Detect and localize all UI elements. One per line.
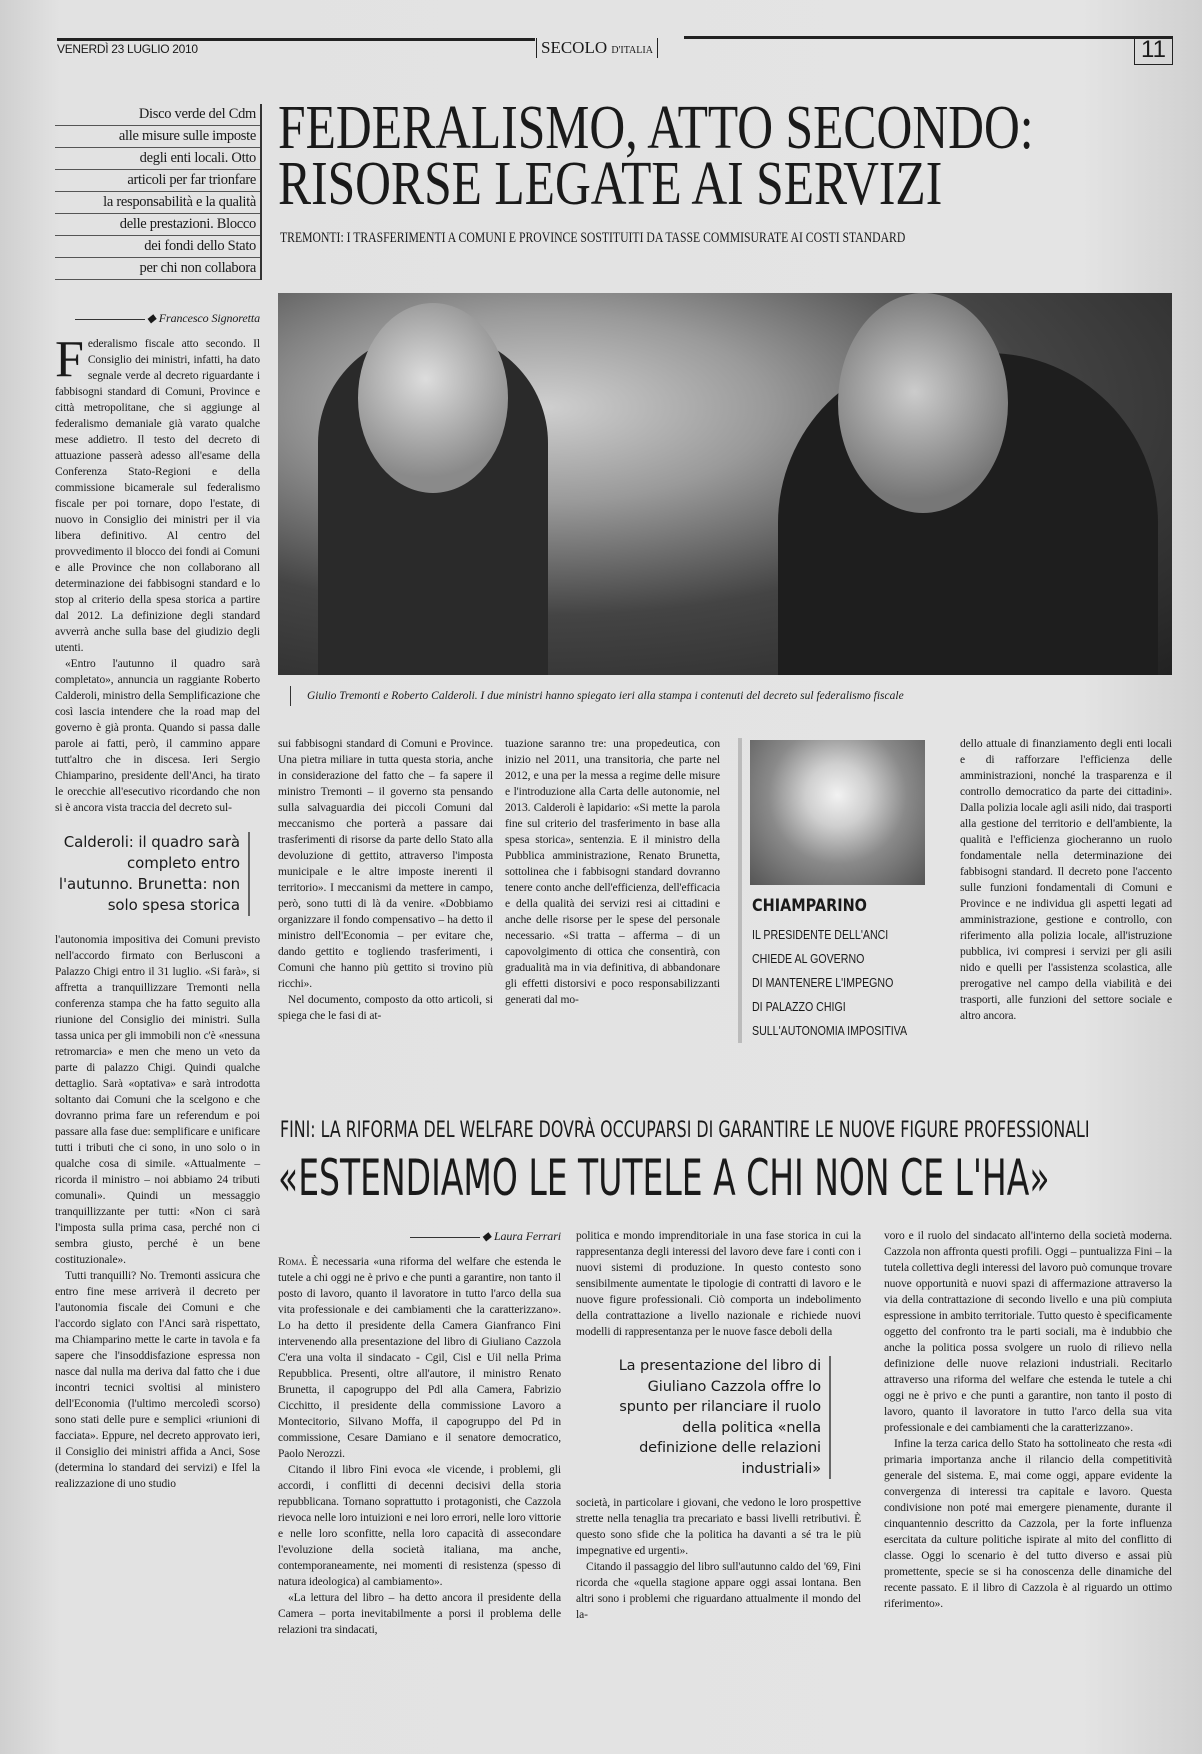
deck-line: per chi non collabora [55, 258, 260, 280]
deck-line: delle prestazioni. Blocco [55, 214, 260, 236]
paragraph: società, in particolare i giovani, che vedono le loro prospettive strette nella tenaglia tra precariato e bassi livelli retributivi. È questo sono sfide che la politica ha davanti a sé tra le più impegnative ed urgenti». [576, 1497, 861, 1557]
sidebar-line: IL PRESIDENTE DELL'ANCI [752, 928, 889, 942]
article-column [278, 1228, 561, 1638]
page-number: 11 [1134, 36, 1173, 65]
issue-date: VENERDÌ 23 LUGLIO 2010 [57, 42, 198, 56]
photo-chiamparino [750, 740, 925, 885]
article-column [55, 310, 260, 1492]
paragraph: sui fabbisogni standard di Comuni e Province. Una pietra miliare in tutta questa storia, anche in considerazione del fatto che – fa sapere il ministro Tremonti – il governo sta pensando sulla salvaguardia dei piccoli Comuni dal meccanismo che porterà a passare dai trasferimenti di risorse da parte dello Stato alla devoluzione di gettito, attraverso l'imposta municipale e le altre imposte inerenti il territorio». I meccanismi da mettere in campo, però, sono tutti di là da venire. «Dobbiamo organizzare il fondo compensativo – ha detto il ministro dell'Economia – per evitare che, dando gettito e togliendo trasferimenti, i Comuni che hanno più gettito si trovino più ricchi». [278, 738, 493, 990]
headline-line: FEDERALISMO, ATTO SECONDO: [278, 94, 1034, 162]
deck-line: dei fondi dello Stato [55, 236, 260, 258]
article-column [960, 736, 1172, 1024]
drop-cap: F [55, 331, 84, 388]
pull-quote: Calderoli: il quadro sarà completo entro l'autunno. Brunetta: non solo spesa storica [55, 832, 250, 916]
paragraph: ederalismo fiscale atto secondo. Il Consiglio dei ministri, infatti, ha dato segnale verde al decreto riguardante i fabbisogni standard di Comuni, Province e città metropolitane, che si aggiunge al federalismo demaniale già varato qualche mese addietro. Il testo del decreto di attuazione passerà adesso all'esame della Conferenza Stato-Regioni e della commissione bicamerale sul federalismo fiscale per poi tornare, dopo l'estate, di nuovo in Consiglio dei ministri per il via libera definitivo. Al centro del provvedimento il blocco dei fondi ai Comuni e alle Province che non collaborano all determinazione dei fabbisogni standard e lo stop al criterio della spesa storica a partire dal 2012. La definizione degli standard avverrà anche sulla base del giudizio degli utenti. [55, 338, 260, 654]
main-headline [278, 94, 1034, 218]
sidebar-line: CHIEDE AL GOVERNO [752, 952, 865, 966]
article-column [505, 736, 720, 1008]
photo-caption: Giulio Tremonti e Roberto Calderoli. I due ministri hanno spiegato ieri alla stampa i contenuti del decreto sul federalismo fiscale [290, 686, 904, 706]
paragraph: «Entro l'autunno il quadro sarà completato», annuncia un raggiante Roberto Calderoli, ministro della Semplificazione che così lascia intendere che la road map del governo è già pronta. Quando si passa dalle parole ai fatti, però, il cammino appare tutt'altro che in discesa. Ieri Sergio Chiamparino, presidente dell'Anci, ha tirato le orecchie all'esecutivo ricordando che non si è ancora vista traccia del decreto sul- [55, 658, 260, 814]
paragraph: Citando il libro Fini evoca «le vicende, i problemi, gli accordi, i conflitti di decenni decisivi della storia repubblicana. Tornano soprattutto i protagonisti, che Cazzola rievoca nelle loro intuizioni e nei loro errori, nelle loro vittorie e nelle loro sconfitte, nella loro capacità di assecondare l'evoluzione della società italiana, ma anche, contemporaneamente, nei momenti di resistenza (spesso di natura ideologica) al cambiamento». [278, 1464, 561, 1588]
paragraph: È necessaria «una riforma del welfare che estenda le tutele a chi oggi ne è privo e che punti a garantire, non tanto il posto di lavoro, quanto il lavoratore in tutto l'arco della sua vita professionale e dei cambiamenti che la caratterizzano». Lo ha detto il presidente della Camera Gianfranco Fini intervenendo alla presentazione del libro di Giuliano Cazzola C'era una volta il sindacato - Cgil, Cisl e Uil nella Prima Repubblica. Presenti, oltre all'autore, il ministro Renato Brunetta, il capogruppo del Pdl alla Camera, Fabrizio Cicchitto, il presidente della commissione Lavoro a Montecitorio, Silvano Moffa, il capogruppo del Pd in commissione, Cesare Damiano e il senatore democratico, Paolo Nerozzi. [278, 1256, 561, 1460]
article-deck [55, 104, 262, 280]
paragraph: Tutti tranquilli? No. Tremonti assicura che entro fine mese arriverà il decreto per l'autonomia fiscale dei Comuni e che l'accordo siglato con l'Anci sarà rispettato, ma Chiamparino mette le carte in tavola e fa sapere che l'insoddisfazione espressa non nasce dal nulla ma deriva dal fatto che i due incontri tecnici svoltisi al ministero dell'Economia (l'ultimo mercoledì scorso) sono stati delle pure e semplici «riunioni di facciata». Eppure, nel decreto approvato ieri, il Consiglio dei ministri affida a Anci, Sose (determina lo standard dei servizi) e Ifel la realizzazione di uno studio [55, 1270, 260, 1490]
paragraph: «La lettura del libro – ha detto ancora il presidente della Camera – porta inevitabilmente a porsi il problema delle relazioni tra sindacati, [278, 1592, 561, 1636]
sidebar-text [752, 923, 907, 1043]
article2-kicker: FINI: LA RIFORMA DEL WELFARE DOVRÀ OCCUPARSI DI GARANTIRE LE NUOVE FIGURE PROFESSIONALI [280, 1118, 1090, 1143]
sidebar-line: SULL'AUTONOMIA IMPOSITIVA [752, 1024, 908, 1038]
deck-line: Disco verde del Cdm [55, 104, 260, 126]
article-column [884, 1228, 1172, 1612]
header-rule [684, 36, 1172, 39]
sidebar-line: DI MANTENERE L'IMPEGNO [752, 976, 894, 990]
masthead-suffix: D'ITALIA [611, 45, 653, 56]
paragraph: voro e il ruolo del sindacato all'interno della società moderna. Cazzola non affronta questi profili. Oggi – puntualizza Fini – la tutela collettiva degli interessi del lavoro può comunque trovare nuove opportunità e nuovi spazi di affermazione attraverso la via della contrattazione di secondo livello e una più compiuta espressione in ambito territoriale. Tutto questo è specificamente oggetto del confronto tra le parti sociali, ma è indubbio che anche la politica possa svolgere un ruolo di rilievo nella definizione delle nuove relazioni industriali. Recitarlo attraverso una riforma del welfare che estenda le tutele a chi oggi ne è privo e che punti a garantire, non tanto il posto di lavoro, quanto il lavoratore in tutto l'arco della sua vita professionale e dei cambiamenti che la caratterizzano». [884, 1230, 1172, 1434]
pull-quote: La presentazione del libro di Giuliano Cazzola offre lo spunto per rilanciare il ruolo della politica «nella definizione delle relazioni industriali» [600, 1356, 831, 1479]
paragraph: Infine la terza carica dello Stato ha sottolineato che resta «di primaria importanza anche il rilancio della competitività generale del sistema. E, mai come oggi, appare evidente la convergenza di interessi tra capitale e lavoro. Questa condivisione non poté mai emergere pienamente, durante il cinquantennio descritto da Cazzola, per la forte influenza esercitata da culture politiche ispirate al mito del conflitto di classe. Oggi lo scenario è del tutto diverso e assai più promettente, specie se si ha conoscenza delle dinamiche del recente passato. E il libro di Cazzola è al riguardo un ottimo riferimento». [884, 1438, 1172, 1610]
sidebar-chiamparino [738, 738, 932, 1043]
paragraph: tuazione saranno tre: una propedeutica, con inizio nel 2011, una transitoria, che parte nel 2012, e una per la messa a regime delle misure e l'introduzione alla Carta delle autonomie, nel 2013. Calderoli è lapidario: «Si mette la parola fine sul criterio del trasferimento in base alla spesa storica», sentenzia. E il ministro della Pubblica amministrazione, Renato Brunetta, sottolinea che i fabbisogni standard dovranno tenere conto anche dell'efficienza, dell'efficacia e della qualità dei servizi resi ai cittadini e anche delle risorse per le spese del personale necessario. «Si tratta – afferma – di un capovolgimento di ottica che consentirà, con gradualità ma in via definitiva, di abbandonare gli effetti distorsivi e poco responsabilizzanti generati dal mo- [505, 738, 720, 1006]
author: Francesco Signoretta [158, 311, 260, 325]
face [838, 293, 1008, 513]
photo-tremonti-calderoli [278, 293, 1172, 675]
subheadline: TREMONTI: I TRASFERIMENTI A COMUNI E PROVINCE SOSTITUITI DA TASSE COMMISURATE AI COSTI STANDARD [280, 230, 906, 246]
face [358, 303, 508, 493]
masthead [536, 38, 658, 58]
deck-line: la responsabilità e la qualità [55, 192, 260, 214]
paragraph: Nel documento, composto da otto articoli, si spiega che le fasi di at- [278, 994, 493, 1022]
sidebar-name: CHIAMPARINO [752, 896, 867, 916]
deck-line: alle misure sulle imposte [55, 126, 260, 148]
byline: ◆ Francesco Signoretta [55, 310, 260, 326]
paragraph: l'autonomia impositiva dei Comuni previsto nell'accordo firmato con Berlusconi a Palazzo Chigi entro il 31 luglio. «Si farà», si affretta a tranquillizzare Tremonti nella conferenza stampa che ha fatto seguito alla riunione del Consiglio dei ministri. Sulla tassa unica per gli immobili non c'è «nessuna retromarcia» e men che meno un veto da parte di palazzo Chigi. Quindi qualche dettaglio. Sarà «optativa» e sarà introdotta soltanto dai Comuni che la scelgono e che dovranno prima fare un referendum e poi passare alla fase due: semplificare e unificare tutti i tributi che ci sono, in uno solo o in qualche cosa di simile. «Attualmente – ricorda il ministro – noi abbiamo 24 tributi comunali». Quindi un messaggio tranquillizzante per tutti: «Non ci sarà l'imposta sulla prima casa, perché non ci sembra giusto, perché è un bene costituzionale». [55, 934, 260, 1266]
article-column [278, 736, 493, 1024]
article2-headline: «ESTENDIAMO LE TUTELE A CHI NON CE L'HA» [278, 1149, 1050, 1207]
paragraph: Citando il passaggio del libro sull'autunno caldo del '69, Fini ricorda che «quella stagione appare oggi assai lontana. Ben altri sono i problemi che riguardano attualmente il mondo del la- [576, 1561, 861, 1621]
headline-line: RISORSE LEGATE AI SERVIZI [278, 150, 943, 218]
sidebar-line: DI PALAZZO CHIGI [752, 1000, 846, 1014]
author: Laura Ferrari [493, 1229, 561, 1243]
paragraph: dello attuale di finanziamento degli enti locali e di rafforzare l'efficienza delle amministrazioni, nonché la trasparenza e il controllo democratico da parte dei cittadini». Dalla polizia locale agli asili nido, dai trasporti alla gestione del territorio e dell'ambiente, la qualità e l'efficienza giocheranno un ruolo fondamentale nella determinazione dei fabbisogni standard. Il decreto pone l'accento sulle funzioni fondamentali di Comuni e Province e ne individua gli aspetti legati ad amministrazione, gestione e controllo, con riferimento alla polizia locale, all'istruzione pubblica, ivi compresi i servizi per gli asili nido e quelli per l'assistenza scolastica, alle prerogative nel campo della viabilità e dei trasporti, alle funzioni del settore sociale e altro ancora. [960, 738, 1172, 1022]
deck-line: articoli per far trionfare [55, 170, 260, 192]
header-rule [57, 38, 535, 41]
article-column [576, 1228, 861, 1623]
paragraph: politica e mondo imprenditoriale in una fase storica in cui la rappresentanza degli interessi del lavoro deve fare i conti con i nuovi sistemi di produzione. In questo contesto sono sensibilmente aumentate le tipologie di contratti di lavoro e le nuove figure professionali. Ciò comporta un indebolimento della contrattazione a livello nazionale e richiede nuovi modelli di rappresentanza per le nuove fasce deboli della [576, 1230, 861, 1338]
deck-line: degli enti locali. Otto [55, 148, 260, 170]
dateline: Roma. [278, 1256, 307, 1268]
byline: ◆ Laura Ferrari [278, 1228, 561, 1244]
masthead-name: SECOLO [541, 38, 608, 57]
